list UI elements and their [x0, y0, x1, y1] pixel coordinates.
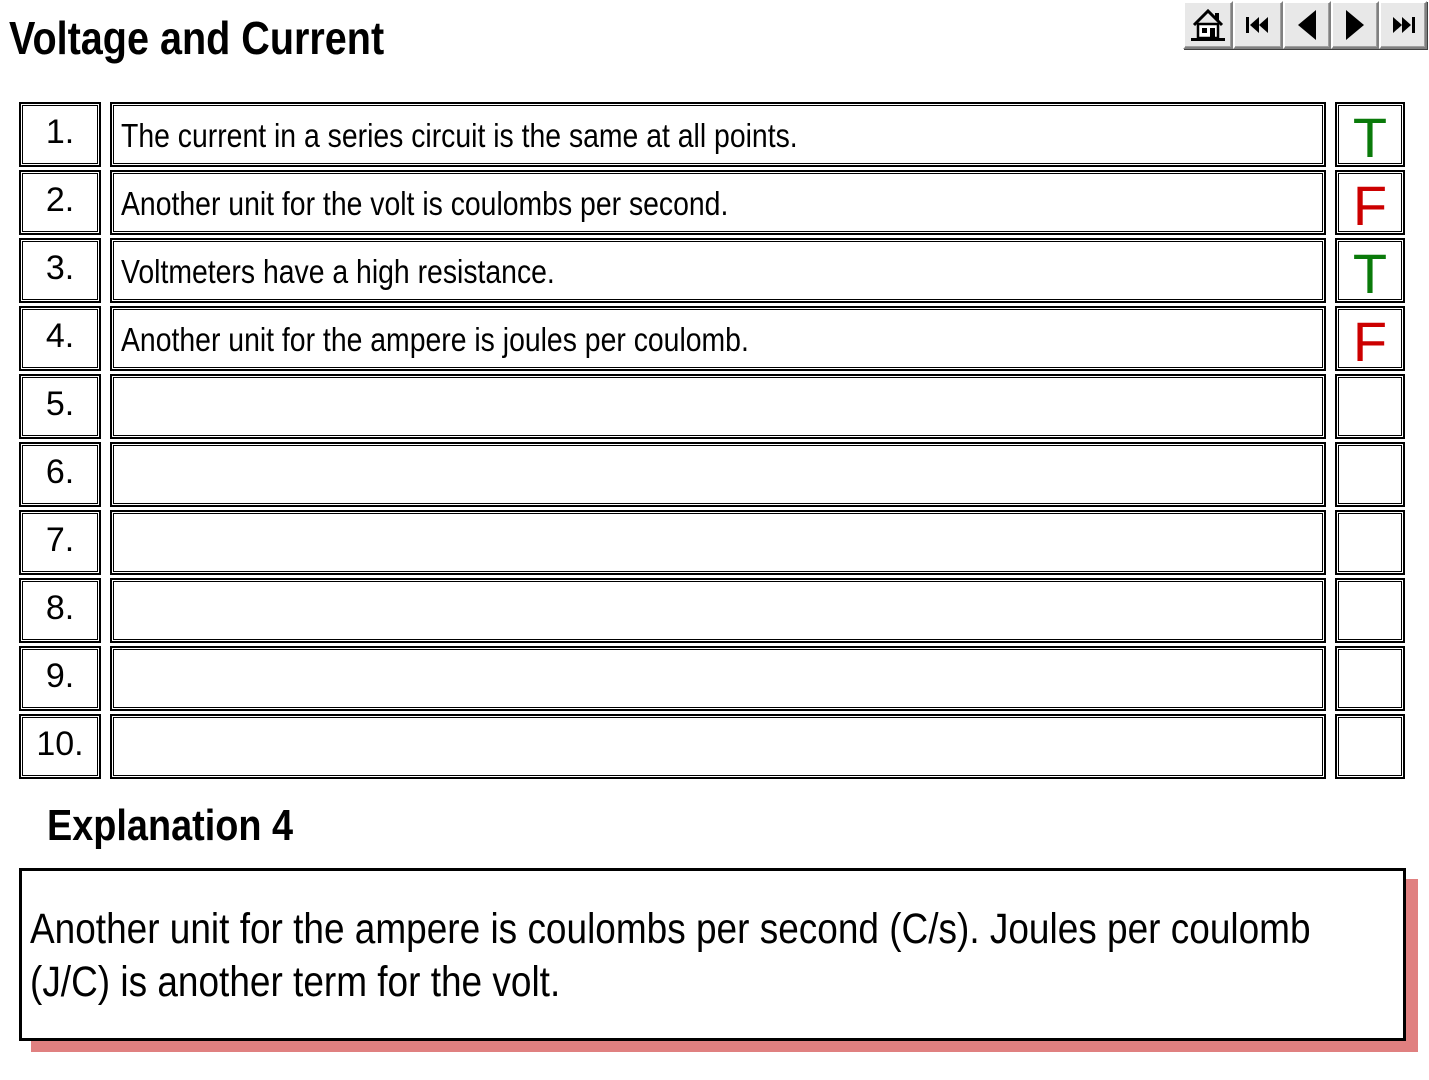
question-number-cell	[19, 646, 101, 711]
statement-cell[interactable]	[110, 442, 1326, 507]
answer-cell[interactable]	[1335, 374, 1405, 439]
statement-text: Another unit for the ampere is joules per coulomb.	[121, 321, 749, 358]
question-number: 3.	[45, 249, 75, 287]
explanation-box	[19, 868, 1406, 1041]
last-page-button[interactable]	[1379, 1, 1427, 49]
answer-cell[interactable]	[1335, 442, 1405, 507]
next-page-button[interactable]	[1331, 1, 1379, 49]
skip-to-start-icon	[1243, 13, 1273, 37]
home-button[interactable]	[1183, 1, 1233, 49]
answer-cell[interactable]	[1335, 578, 1405, 643]
question-number: 2.	[45, 181, 75, 219]
statement-cell[interactable]	[110, 102, 1326, 167]
statement-text: Another unit for the volt is coulombs per second.	[121, 185, 729, 222]
question-number-cell	[19, 442, 101, 507]
statement-cell[interactable]	[110, 374, 1326, 439]
question-number-cell	[19, 170, 101, 235]
answer-mark: F	[1352, 310, 1388, 373]
navigation-toolbar	[1183, 1, 1429, 49]
statement-text: The current in a series circuit is the same at all points.	[121, 117, 798, 154]
answer-cell[interactable]	[1335, 306, 1405, 371]
answer-mark: T	[1352, 242, 1388, 305]
previous-triangle-icon	[1294, 8, 1320, 42]
answer-mark: T	[1352, 106, 1388, 169]
answer-mark: F	[1352, 174, 1388, 237]
question-number-cell	[19, 578, 101, 643]
question-number-cell	[19, 238, 101, 303]
answer-cell[interactable]	[1335, 646, 1405, 711]
question-number-cell	[19, 306, 101, 371]
question-number-cell	[19, 102, 101, 167]
page-title: Voltage and Current	[9, 12, 385, 64]
explanation-title: Explanation 4	[47, 801, 294, 850]
first-page-button[interactable]	[1233, 1, 1283, 49]
question-number: 7.	[45, 521, 75, 559]
question-number: 5.	[45, 385, 75, 423]
question-number: 6.	[45, 453, 75, 491]
answer-cell[interactable]	[1335, 714, 1405, 779]
question-number: 1.	[45, 113, 75, 151]
answer-cell[interactable]	[1335, 238, 1405, 303]
statement-cell[interactable]	[110, 238, 1326, 303]
skip-to-end-icon	[1388, 13, 1418, 37]
statement-cell[interactable]	[110, 578, 1326, 643]
next-triangle-icon	[1342, 8, 1368, 42]
question-number-cell	[19, 374, 101, 439]
explanation-text: Another unit for the ampere is coulombs per second (C/s). Joules per coulomb (J/C) is another term for the volt.	[30, 905, 1311, 1006]
statement-cell[interactable]	[110, 510, 1326, 575]
home-icon	[1188, 5, 1228, 45]
question-number: 4.	[45, 317, 75, 355]
question-number-cell	[19, 510, 101, 575]
statement-cell[interactable]	[110, 170, 1326, 235]
answer-cell[interactable]	[1335, 102, 1405, 167]
question-number: 8.	[45, 589, 75, 627]
statement-cell[interactable]	[110, 714, 1326, 779]
statement-text: Voltmeters have a high resistance.	[121, 253, 555, 290]
answer-cell[interactable]	[1335, 170, 1405, 235]
question-number: 10.	[36, 725, 84, 763]
question-number: 9.	[45, 657, 75, 695]
answer-cell[interactable]	[1335, 510, 1405, 575]
question-number-cell	[19, 714, 101, 779]
statement-cell[interactable]	[110, 646, 1326, 711]
previous-page-button[interactable]	[1283, 1, 1331, 49]
statement-cell[interactable]	[110, 306, 1326, 371]
